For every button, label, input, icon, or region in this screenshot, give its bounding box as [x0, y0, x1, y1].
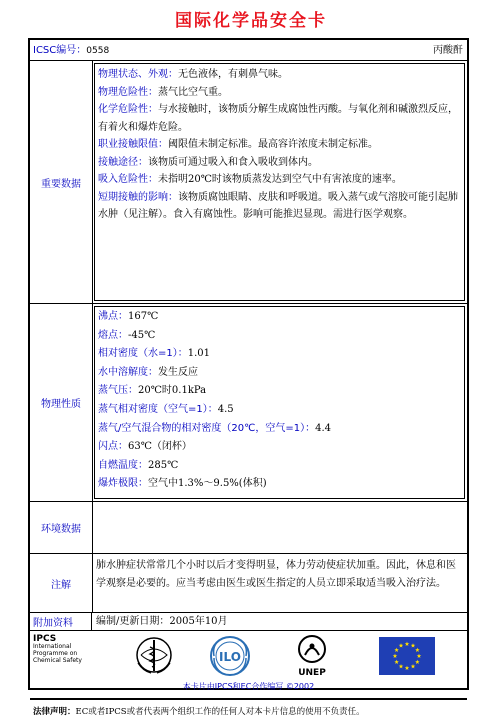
icsc-label: ICSC编号：: [33, 45, 87, 56]
physical-item: [98, 327, 464, 346]
physical-item-key: 沸点：: [98, 311, 128, 322]
important-item-key: 物理危险性：: [98, 86, 158, 98]
physical-item-key: 蒸气相对密度（空气=1）：: [98, 403, 218, 415]
important-item-value: 蒸气比空气重。: [158, 86, 228, 98]
important-item-value: 未指明20℃时该物质蒸发达到空气中有害浓度的速率。: [158, 174, 402, 185]
additional-label: 附加资料: [30, 613, 92, 630]
header-row: [30, 40, 467, 60]
physical-item: [98, 401, 464, 420]
physical-item-value: 4.4: [315, 422, 331, 434]
important-item-value: 该物质腐蚀眼睛、皮肤和呼吸道。吸入蒸气或气溶胶可能引起肺水肿（见注解）。食入有腐蚀性。影响可能推迟显现。需进行医学观察。: [98, 191, 458, 220]
card-title: 国际化学品安全卡: [175, 11, 327, 31]
physical-item-value: 167℃: [128, 311, 159, 322]
additional-text: 编制/更新日期：2005年10月: [96, 616, 228, 627]
ilo-text: ILO: [219, 650, 241, 664]
important-item: [98, 189, 464, 224]
important-label: 重要数据: [30, 61, 93, 303]
physical-row: [30, 303, 467, 501]
important-item-key: 吸入危险性：: [98, 174, 158, 185]
physical-item: [98, 420, 464, 439]
notes-row: [30, 553, 467, 612]
logos-row: [30, 630, 467, 698]
additional-row: [30, 612, 467, 630]
environment-text: [92, 502, 467, 553]
icsc-number: 0558: [86, 46, 110, 56]
legal-text: EC或者IPCS或者代表两个组织工作的任何人对本卡片信息的使用不负责任。: [75, 707, 365, 717]
notes-label: 注解: [30, 554, 93, 612]
physical-item-key: 自燃温度：: [98, 459, 148, 471]
important-item-key: 职业接触限值：: [98, 139, 168, 150]
physical-list: [98, 308, 464, 494]
eu-flag-icon: [379, 637, 435, 675]
ipcs-logo: IPCS International Programme on Chemical Safety: [33, 634, 82, 664]
important-item-key: 化学危险性：: [98, 104, 158, 115]
important-item: [98, 154, 464, 172]
physical-item-value: 20℃时0.1kPa: [138, 385, 207, 397]
unep-text: UNEP: [298, 668, 326, 678]
header-cell: [30, 40, 467, 60]
important-item-key: 接触途径：: [98, 156, 148, 168]
important-item: [98, 136, 464, 154]
physical-item-key: 相对密度（水=1）：: [98, 348, 188, 360]
physical-item-key: 蒸气压：: [98, 385, 138, 397]
physical-item: [98, 475, 464, 494]
physical-item-key: 熔点：: [98, 329, 128, 341]
cooperation-note: 本卡片由IPCS和EC合作编写 ©2002: [182, 682, 315, 691]
ilo-emblem-icon: [208, 635, 252, 677]
safety-card: [28, 38, 469, 717]
physical-item: [98, 364, 464, 383]
physical-item-key: 爆炸极限：: [98, 478, 148, 490]
physical-item: [98, 345, 464, 364]
chemical-name: 丙酸酐: [433, 45, 463, 56]
legal-row: [30, 698, 467, 728]
physical-item: [98, 438, 464, 457]
important-item-key: 物理状态、外观：: [98, 69, 178, 80]
important-item: [98, 101, 464, 136]
physical-item-value: 63℃（闭杯）: [128, 441, 192, 453]
physical-item-value: 发生反应: [158, 366, 198, 378]
important-item: [98, 84, 464, 102]
physical-item: [98, 308, 464, 327]
environment-label: 环境数据: [30, 502, 93, 553]
physical-item-key: 闪点：: [98, 441, 128, 453]
physical-item-key: 蒸气/空气混合物的相对密度（20℃，空气=1）：: [98, 422, 316, 434]
physical-item-value: 285℃: [148, 459, 179, 471]
important-item-value: 该物质可通过吸入和食入吸收到体内。: [148, 156, 318, 168]
important-list: [98, 66, 464, 224]
physical-item-value: 空气中1.3%～9.5%(体积): [148, 478, 267, 490]
physical-item-value: 1.01: [187, 348, 211, 360]
important-item-value: 无色液体，有刺鼻气味。: [178, 69, 288, 80]
environment-row: [30, 501, 467, 553]
legal-label: 法律声明：: [33, 707, 76, 717]
physical-item-key: 水中溶解度：: [98, 366, 158, 378]
important-item-value: 与水接触时，该物质分解生成腐蚀性丙酸。与氧化剂和碱激烈反应，有着火和爆炸危险。: [98, 104, 458, 133]
unep-emblem-icon: [292, 633, 332, 679]
important-item: [98, 66, 464, 84]
physical-item-value: 4.5: [217, 403, 234, 415]
physical-item: [98, 457, 464, 476]
important-item-value: 阈限值未制定标准。最高容许浓度未制定标准。: [168, 139, 378, 150]
physical-item: [98, 382, 464, 401]
important-item: [98, 171, 464, 189]
who-emblem-icon: [133, 635, 175, 675]
important-item-key: 短期接触的影响：: [98, 191, 178, 203]
important-row: [30, 60, 467, 303]
physical-item-value: -45℃: [128, 329, 156, 341]
physical-label: 物理性质: [30, 304, 93, 501]
notes-text: 肺水肿症状常常几个小时以后才变得明显，体力劳动使症状加重。因此，休息和医学观察是必要的。应当考虑由医生或医生指定的人员立即采取适当吸入治疗法。: [96, 560, 456, 589]
